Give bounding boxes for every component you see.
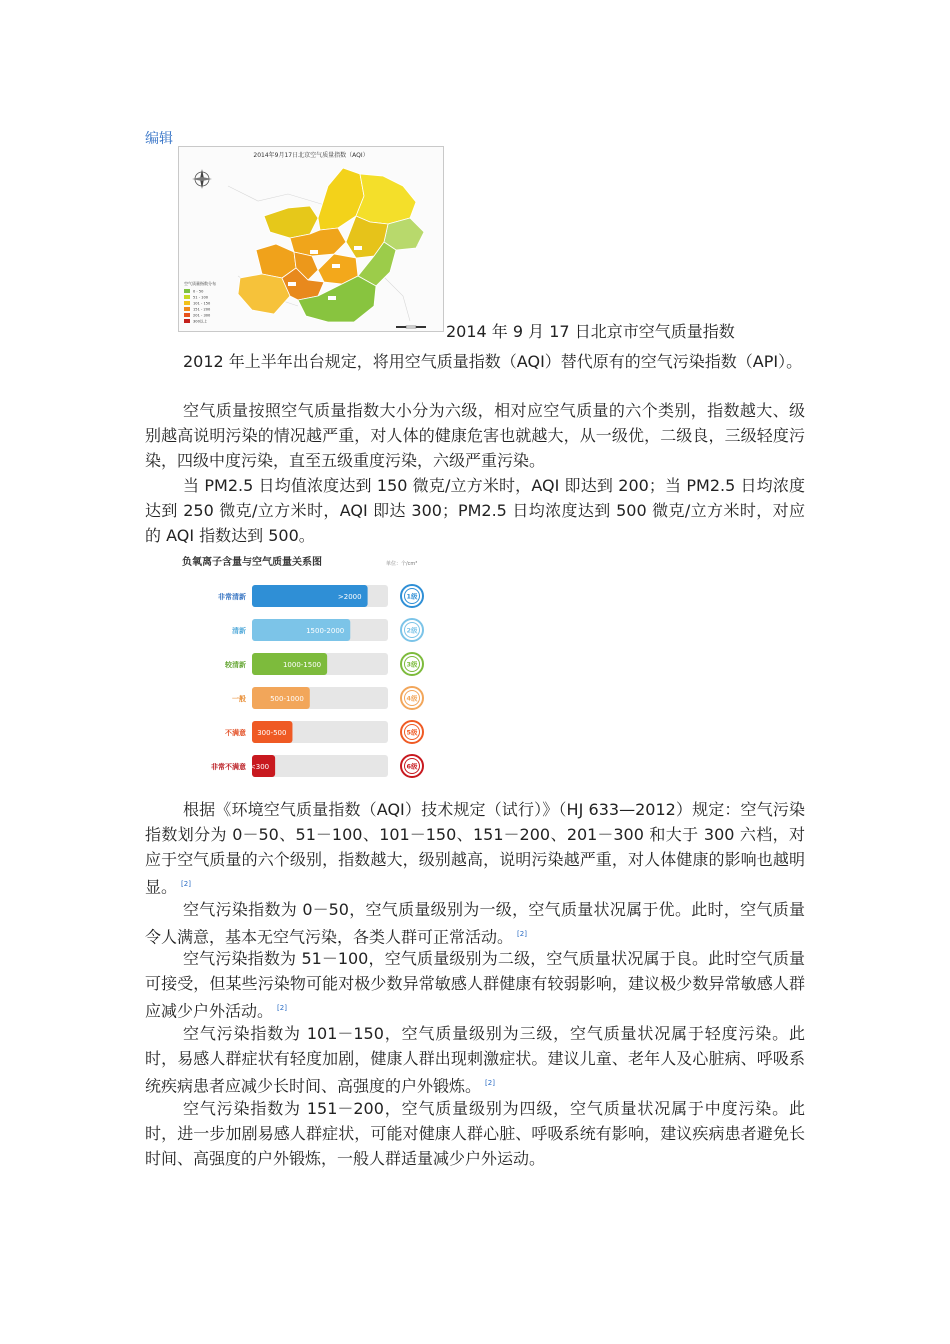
paragraph-4 xyxy=(145,797,805,899)
edit-link[interactable]: 编辑 xyxy=(145,131,173,147)
ion-level-label: 4级 xyxy=(406,694,418,703)
beijing-aqi-map xyxy=(178,146,444,332)
ion-chart-title: 负氧离子含量与空气质量关系图 xyxy=(182,557,322,568)
paragraph-1 xyxy=(145,349,805,374)
ion-level-label: 2级 xyxy=(406,626,418,635)
legend-swatch xyxy=(184,307,190,311)
legend-label: 300以上 xyxy=(193,319,208,324)
negative-ion-chart xyxy=(180,547,440,787)
ion-row xyxy=(232,687,423,709)
paragraph-text: 空气污染指数为 0－50，空气质量级别为一级，空气质量状况属于优。此时，空气质量令人满意，基本无空气污染，各类人群可正常活动。 xyxy=(145,900,805,947)
paragraph-8 xyxy=(145,1096,805,1171)
map-title: 2014年9月17日北京空气质量指数（AQI） xyxy=(253,152,369,159)
ion-bar-range: <300 xyxy=(249,763,270,771)
paragraph-text: 根据《环境空气质量指数（AQI）技术规定（试行）》（HJ 633—2012）规定：空气污染指数划分为 0－50、51－100、101－150、151－200、201－300 和大于 300 六档，对应于空气质量的六个级别，指数越大，级别越高，说明污染越严重，对人体健康的影响也越明显。 xyxy=(145,800,805,897)
map-svg xyxy=(178,146,444,332)
ion-level-label: 6级 xyxy=(406,762,418,771)
paragraph-text: 当 PM2.5 日均值浓度达到 150 微克/立方米时，AQI 即达到 200；当 PM2.5 日均浓度达到 250 微克/立方米时，AQI 即达 300；PM2.5 日均浓度达到 500 微克/立方米时，对应的 AQI 指数达到 500。 xyxy=(145,476,805,545)
legend-label: 201 - 300 xyxy=(193,313,211,318)
ion-row-label: 非常清新 xyxy=(218,593,246,601)
ion-bar-range: 300-500 xyxy=(257,729,287,737)
map-caption: 2014 年 9 月 17 日北京市空气质量指数 xyxy=(446,322,735,341)
ion-row xyxy=(232,619,423,641)
ion-row-label: 不满意 xyxy=(225,729,246,737)
paragraph-3 xyxy=(145,473,805,548)
ion-bar-range: >2000 xyxy=(337,593,362,601)
paragraph-text: 空气污染指数为 51－100，空气质量级别为二级，空气质量状况属于良。此时空气质量可接受，但某些污染物可能对极少数异常敏感人群健康有较弱影响，建议极少数异常敏感人群应减少户外活动。 xyxy=(145,949,805,1021)
ion-bar-range: 500-1000 xyxy=(270,695,304,703)
paragraph-6 xyxy=(145,946,805,1023)
legend-swatch xyxy=(184,301,190,305)
ion-row xyxy=(218,585,423,607)
paragraph-text: 空气质量按照空气质量指数大小分为六级，相对应空气质量的六个类别，指数越大、级别越高说明污染的情况越严重，对人体的健康危害也就越大，从一级优，二级良，三级轻度污染，四级中度污染，直至五级重度污染，六级严重污染。 xyxy=(145,401,805,470)
paragraph-text: 2012 年上半年出台规定，将用空气质量指数（AQI）替代原有的空气污染指数（API）。 xyxy=(183,352,803,371)
paragraph-text: 空气污染指数为 151－200，空气质量级别为四级，空气质量状况属于中度污染。此时，进一步加剧易感人群症状，可能对健康人群心脏、呼吸系统有影响，建议疾病患者避免长时间、高强度的户外锻炼，一般人群适量减少户外运动。 xyxy=(145,1099,805,1168)
citation-link[interactable]: [2] xyxy=(485,1079,495,1087)
legend-label: 0 - 50 xyxy=(193,289,204,294)
citation-link[interactable]: [2] xyxy=(181,880,191,888)
ion-row-label: 较清新 xyxy=(225,661,246,669)
paragraph-2 xyxy=(145,398,805,473)
ion-row xyxy=(211,755,423,777)
legend-swatch xyxy=(184,313,190,317)
ion-row-label: 一般 xyxy=(232,695,246,703)
ion-row xyxy=(224,653,423,675)
ion-bar-range: 1000-1500 xyxy=(282,661,322,669)
ion-level-label: 3级 xyxy=(406,660,418,669)
legend-title: 空气质量指数分布 xyxy=(184,281,216,286)
ion-chart-unit: 单位：个/cm³ xyxy=(386,561,418,567)
paragraph-7 xyxy=(145,1021,805,1098)
ion-bar-range: 1500-2000 xyxy=(306,627,345,635)
paragraph-5 xyxy=(145,897,805,949)
paragraph-text: 空气污染指数为 101－150，空气质量级别为三级，空气质量状况属于轻度污染。此时，易感人群症状有轻度加剧，健康人群出现刺激症状。建议儿童、老年人及心脏病、呼吸系统疾病患者应减少长时间、高强度的户外锻炼。 xyxy=(145,1024,805,1096)
citation-link[interactable]: [2] xyxy=(277,1004,287,1012)
ion-row-label: 非常不满意 xyxy=(211,763,246,771)
ion-row-label: 清新 xyxy=(232,627,246,635)
citation-link[interactable]: [2] xyxy=(517,930,527,938)
legend-label: 151 - 200 xyxy=(193,307,211,312)
legend-swatch xyxy=(184,319,190,323)
legend-label: 101 - 150 xyxy=(193,301,211,306)
legend-swatch xyxy=(184,295,190,299)
ion-chart-svg xyxy=(180,547,440,787)
ion-level-label: 5级 xyxy=(406,728,418,737)
ion-level-label: 1级 xyxy=(406,592,418,601)
scale-bar xyxy=(396,326,426,328)
ion-row xyxy=(225,721,423,743)
legend-swatch xyxy=(184,289,190,293)
legend-label: 51 - 100 xyxy=(193,295,209,300)
